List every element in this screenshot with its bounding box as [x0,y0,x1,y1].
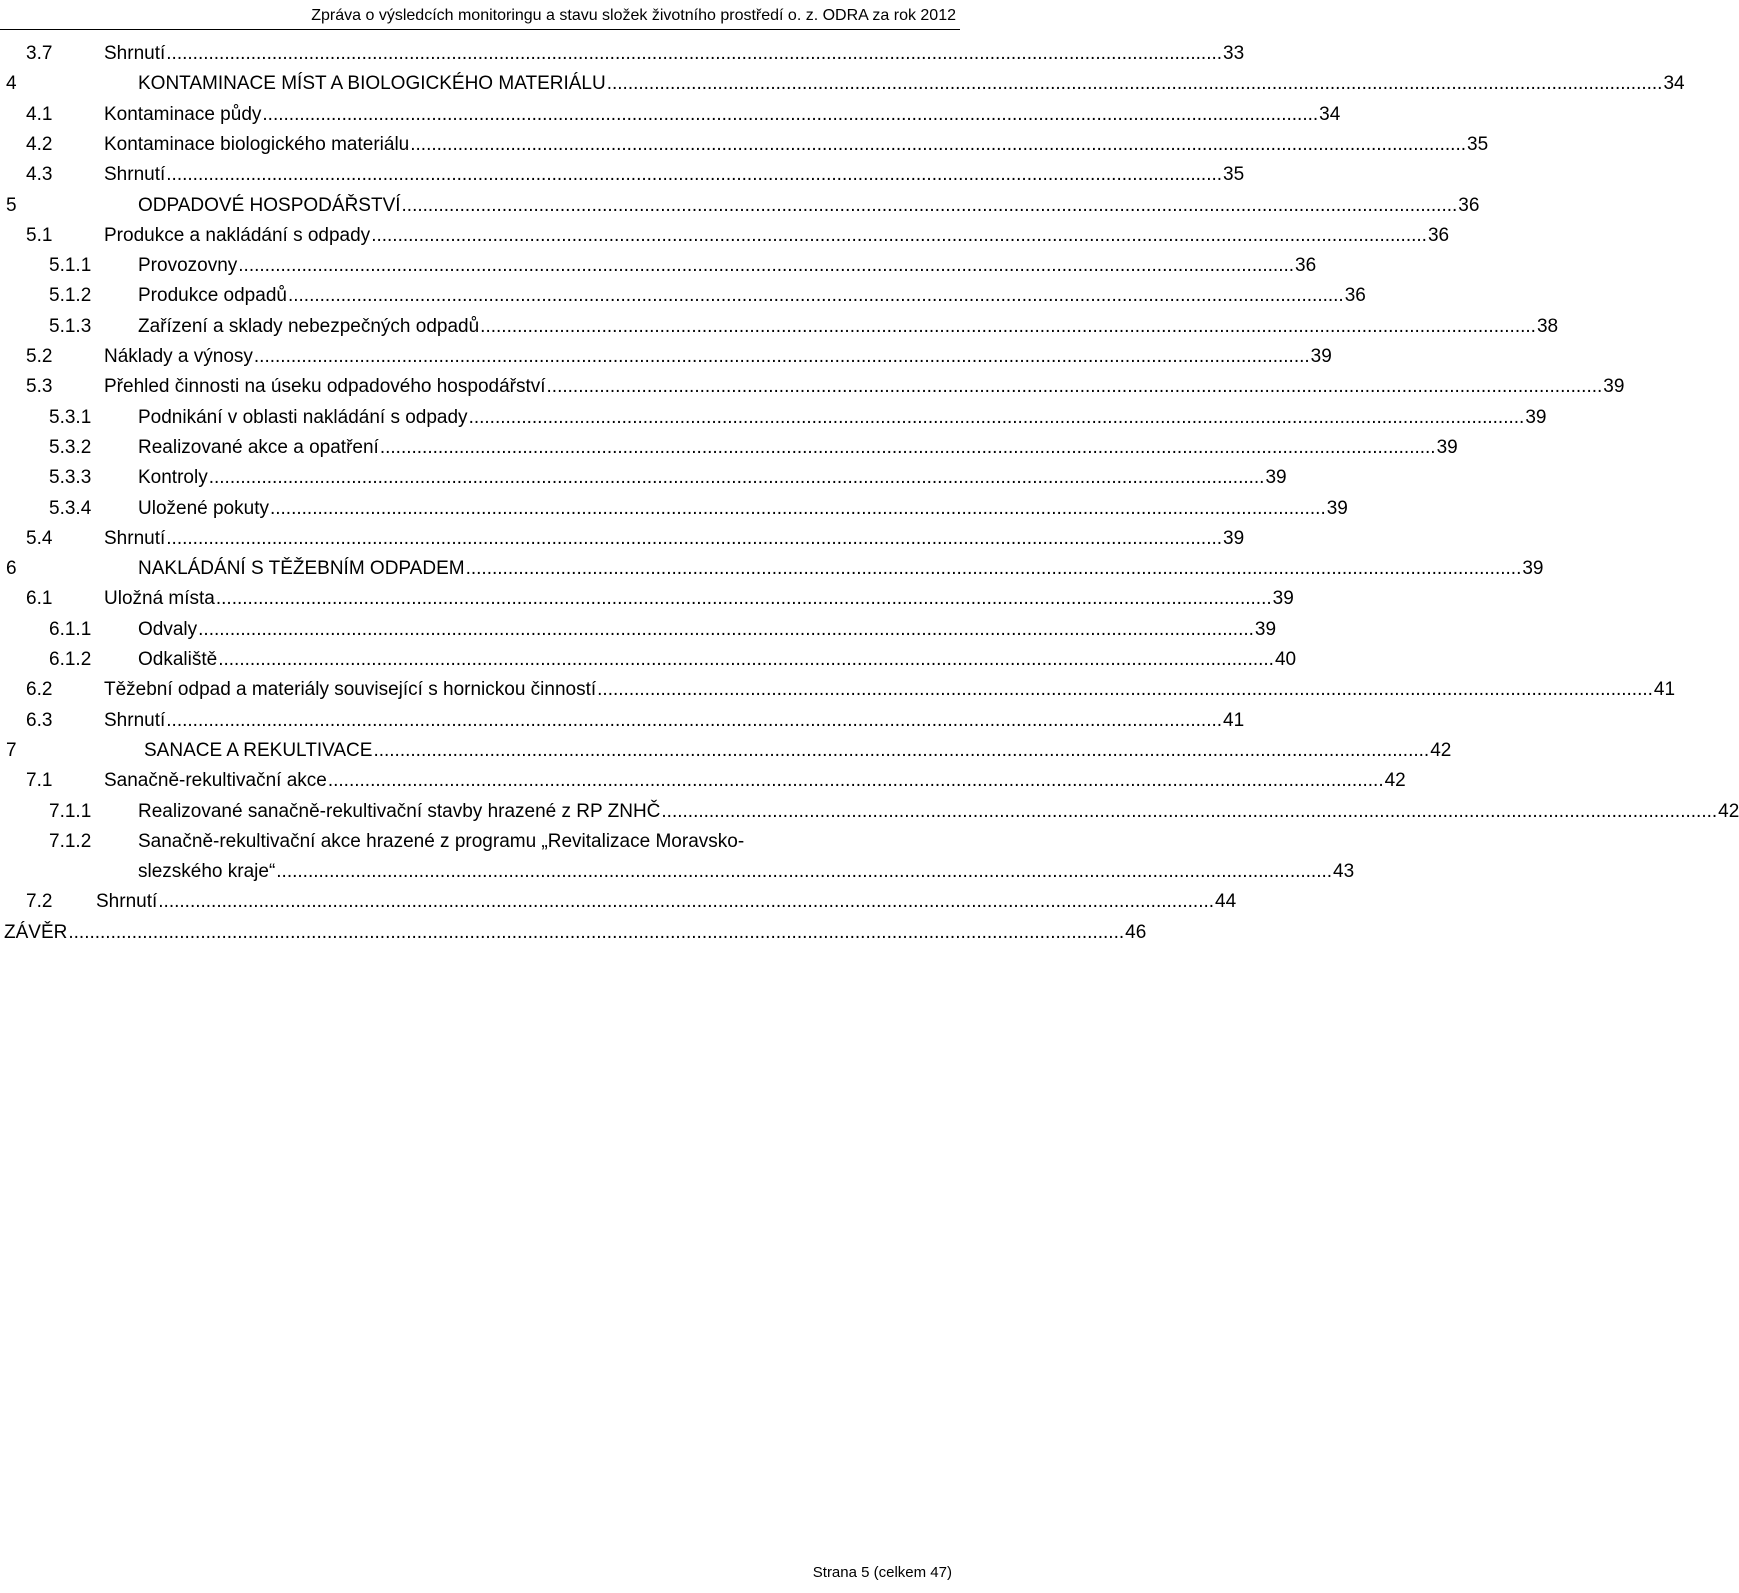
toc-entry-line [138,797,1739,827]
dot-leader: ........................................................................................................................................................................................................ [208,467,1265,489]
toc-entry[interactable] [0,766,1406,796]
toc-entry-title: Produkce a nakládání s odpady [104,224,371,246]
toc-entry-page: 39 [1326,497,1348,519]
toc-entry-title: slezského kraje“ [138,861,276,883]
toc-entry[interactable] [0,39,1245,69]
dot-leader: ........................................................................................................................................................................................................ [238,255,1295,277]
toc-entry-page: 39 [1265,467,1287,489]
toc-entry-page: 36 [1458,194,1480,216]
toc-entry-page: 36 [1295,255,1317,277]
dot-leader: ........................................................................................................................................................................................................ [262,103,1319,125]
dot-leader: ........................................................................................................................................................................................................ [158,891,1215,913]
toc-entry-page: 41 [1223,709,1245,731]
toc-entry-title: Náklady a výnosy [104,346,253,367]
dot-leader: ........................................................................................................................................................................................................ [327,770,1384,792]
toc-entry-title: ODPADOVÉ HOSPODÁŘSTVÍ [138,194,401,216]
toc-entry-number: 4.2 [26,133,53,155]
toc-entry-title-line: Sanačně-rekultivační akce hrazené z programu „Revitalizace Moravsko- [138,830,745,852]
toc-entry-title: Kontaminace biologického materiálu [104,133,410,155]
toc-entry-number: 5.1 [26,224,53,246]
toc-entry-line [104,706,1245,736]
dot-leader: ........................................................................................................................................................................................................ [371,224,1427,246]
toc-entry[interactable] [0,706,1245,736]
toc-entry-line [96,887,1237,917]
toc-entry[interactable] [0,312,1559,342]
dot-leader: ........................................................................................................................................................................................................ [215,588,1272,610]
dot-leader: ........................................................................................................................................................................................................ [68,921,1125,943]
toc-entry-number: 5.1.1 [49,255,92,277]
toc-entry-title: Realizované akce a opatření [138,436,379,458]
toc-entry-title: Produkce odpadů [138,285,287,307]
toc-entry-number: 4.1 [26,103,53,125]
toc-entry-number: 6 [6,558,17,580]
toc-entry-number: 6.1 [26,588,53,610]
dot-leader: ........................................................................................................................................................................................................ [606,73,1663,95]
toc-entry-page: 35 [1467,133,1489,155]
toc-entry-line [138,433,1458,463]
toc-entry-line [104,221,1450,251]
running-title: Zpráva o výsledcích monitoringu a stavu složek životního prostředí o. z. ODRA za rok 2012 [311,7,956,24]
toc-entry-title: Odkaliště [138,649,218,670]
toc-entry-line [4,918,1147,948]
toc-entry-title: Těžební odpad a materiály související s hornickou činností [104,679,597,701]
toc-entry-page: 42 [1718,800,1739,822]
toc-entry-line [144,736,1452,766]
toc-entry[interactable] [0,827,960,857]
toc-entry-title: NAKLÁDÁNÍ S TĚŽEBNÍM ODPADEM [138,558,465,580]
toc-entry-line [138,554,1544,584]
toc-entry[interactable] [0,433,1458,463]
dot-leader: ........................................................................................................................................................................................................ [198,618,1254,640]
dot-leader: ........................................................................................................................................................................................................ [410,133,1466,155]
toc-entry-line [104,524,1245,554]
toc-entry-title: Provozovny [138,255,238,277]
toc-entry-page: 42 [1384,770,1406,792]
toc-entry-line [138,645,1297,675]
toc-entry-title: Odvaly [138,618,198,640]
toc-entry-page: 34 [1663,73,1685,95]
dot-leader: ........................................................................................................................................................................................................ [166,164,1223,186]
toc-entry-title: KONTAMINACE MÍST A BIOLOGICKÉHO MATERIÁLU [138,73,606,95]
toc-entry[interactable] [0,645,1297,675]
toc-entry[interactable] [0,403,1547,433]
toc-entry[interactable] [0,100,1341,130]
toc-entry-title: Realizované sanačně-rekultivační stavby hrazené z RP ZNHČ [138,800,661,822]
toc-entry-line [104,675,1676,705]
toc-entry-number: 5.3.4 [49,497,92,519]
toc-entry-page: 36 [1427,224,1450,246]
toc-entry-number: 5.1.2 [49,285,92,307]
toc-entry-title: Shrnutí [104,43,166,64]
toc-entry-line [104,584,1294,614]
toc-entry-number: 5.3.3 [49,467,92,489]
dot-leader: ........................................................................................................................................................................................................ [287,285,1344,307]
toc-entry[interactable] [0,281,1366,311]
page-number-footer: Strana 5 (celkem 47) [812,1564,952,1581]
toc-entry[interactable] [0,675,1676,705]
toc-entry[interactable] [0,191,1480,221]
toc-entry-page: 39 [1272,588,1294,610]
toc-entry-page: 42 [1430,739,1452,761]
toc-entry-page: 39 [1436,436,1458,458]
toc-entry-title: Přehled činnosti na úseku odpadového hospodářství [104,376,546,398]
toc-entry-page: 34 [1319,103,1341,125]
toc-entry-line [104,100,1341,130]
toc-entry-number: 4.3 [26,164,53,186]
dot-leader: ........................................................................................................................................................................................................ [276,861,1333,883]
dot-leader: ........................................................................................................................................................................................................ [379,436,1436,458]
toc-entry-title: Zařízení a sklady nebezpečných odpadů [138,315,480,337]
dot-leader: ........................................................................................................................................................................................................ [401,194,1458,216]
dot-leader: ........................................................................................................................................................................................................ [373,739,1430,761]
toc-entry-line [138,69,1685,99]
toc-entry-title: Podnikání v oblasti nakládání s odpady [138,406,468,428]
toc-entry[interactable] [0,221,1450,251]
toc-entry-number: 7.1.2 [49,830,92,852]
toc-entry-line [138,281,1366,311]
toc-entry-title: Shrnutí [96,891,158,913]
toc-entry-page: 39 [1522,558,1544,580]
toc-entry[interactable] [0,797,1739,827]
toc-entry-title: Uložené pokuty [138,497,269,519]
running-header [0,4,960,30]
toc-entry-line [138,251,1317,281]
toc-entry-number: 6.1.2 [49,649,92,670]
toc-entry[interactable] [0,251,1317,281]
dot-leader: ........................................................................................................................................................................................................ [480,315,1536,337]
toc-entry[interactable] [0,372,1625,402]
dot-leader: ........................................................................................................................................................................................................ [218,649,1274,670]
toc-entry-line [138,494,1348,524]
toc-entry-page: 40 [1274,649,1297,670]
dot-leader: ........................................................................................................................................................................................................ [661,800,1718,822]
dot-leader: ........................................................................................................................................................................................................ [166,709,1223,731]
toc-entry-line [104,766,1406,796]
toc-entry-number: 7 [6,739,17,761]
toc-entry-line [138,615,1277,645]
toc-entry-page: 39 [1525,406,1547,428]
toc-entry-page: 39 [1310,346,1332,367]
toc-entry-line [104,342,1332,372]
toc-entry-number: 6.2 [26,679,53,701]
dot-leader: ........................................................................................................................................................................................................ [166,527,1223,549]
toc-entry-page: 39 [1254,618,1277,640]
toc-entry-page: 46 [1125,921,1147,943]
toc-entry-number: 3.7 [26,43,53,64]
toc-entry-number: 5.3 [26,376,53,398]
toc-entry-page: 41 [1653,679,1676,701]
toc-entry-title: ZÁVĚR [4,921,68,943]
toc-entry-number: 6.1.1 [49,618,92,640]
toc-entry-line [104,372,1625,402]
toc-entry[interactable] [0,342,1332,372]
toc-entry[interactable] [0,918,1147,948]
toc-entry-number: 7.1 [26,770,53,792]
toc-entry[interactable] [0,554,1544,584]
toc-entry-page: 36 [1344,285,1366,307]
toc-entry-page: 39 [1223,527,1245,549]
toc-entry-line [104,160,1245,190]
toc-entry-line [138,857,1355,887]
toc-entry-number: 7.2 [26,891,53,913]
toc-entry-page: 38 [1536,315,1559,337]
dot-leader: ........................................................................................................................................................................................................ [546,376,1603,398]
toc-entry-page: 39 [1603,376,1625,398]
toc-entry[interactable] [0,463,1287,493]
toc-entry-line [104,130,1489,160]
toc-entry-number: 5.2 [26,346,53,367]
toc-entry-page: 43 [1333,861,1355,883]
toc-entry-title: Uložná místa [104,588,215,610]
toc-entry-title: Kontroly [138,467,208,489]
toc-entry[interactable] [0,130,1489,160]
toc-entry[interactable] [0,857,1355,887]
dot-leader: ........................................................................................................................................................................................................ [269,497,1326,519]
dot-leader: ........................................................................................................................................................................................................ [468,406,1525,428]
toc-entry[interactable] [0,584,1294,614]
toc-entry-line [138,312,1559,342]
toc-entry-number: 5 [6,194,17,216]
dot-leader: ........................................................................................................................................................................................................ [465,558,1522,580]
dot-leader: ........................................................................................................................................................................................................ [253,346,1310,367]
toc-entry[interactable] [0,524,1245,554]
dot-leader: ........................................................................................................................................................................................................ [597,679,1653,701]
toc-entry-title: Shrnutí [104,709,166,731]
toc-entry-line [104,39,1245,69]
toc-entry[interactable] [0,736,1452,766]
toc-entry-number: 4 [6,73,17,95]
toc-entry-title: Kontaminace půdy [104,103,262,125]
toc-entry-number: 5.3.2 [49,436,92,458]
toc-entry-line [138,463,1287,493]
toc-entry-title: Shrnutí [104,164,166,186]
dot-leader: ........................................................................................................................................................................................................ [166,43,1223,64]
toc-entry-number: 5.4 [26,527,53,549]
toc-entry-line [138,403,1547,433]
toc-entry-page: 44 [1215,891,1237,913]
toc-entry-number: 7.1.1 [49,800,92,822]
toc-entry-line [138,191,1480,221]
toc-entry-title: Sanačně-rekultivační akce [104,770,327,792]
toc-entry-number: 5.3.1 [49,406,92,428]
toc-entry-page: 33 [1223,43,1245,64]
toc-entry-title: SANACE A REKULTIVACE [144,739,373,761]
toc-entry-page: 35 [1223,164,1245,186]
toc-entry[interactable] [0,615,1277,645]
toc-entry-title: Shrnutí [104,527,166,549]
toc-entry[interactable] [0,69,1685,99]
toc-entry[interactable] [0,160,1245,190]
toc-entry[interactable] [0,887,1237,917]
toc-entry-number: 5.1.3 [49,315,92,337]
toc-entry-number: 6.3 [26,709,53,731]
toc-entry[interactable] [0,494,1348,524]
